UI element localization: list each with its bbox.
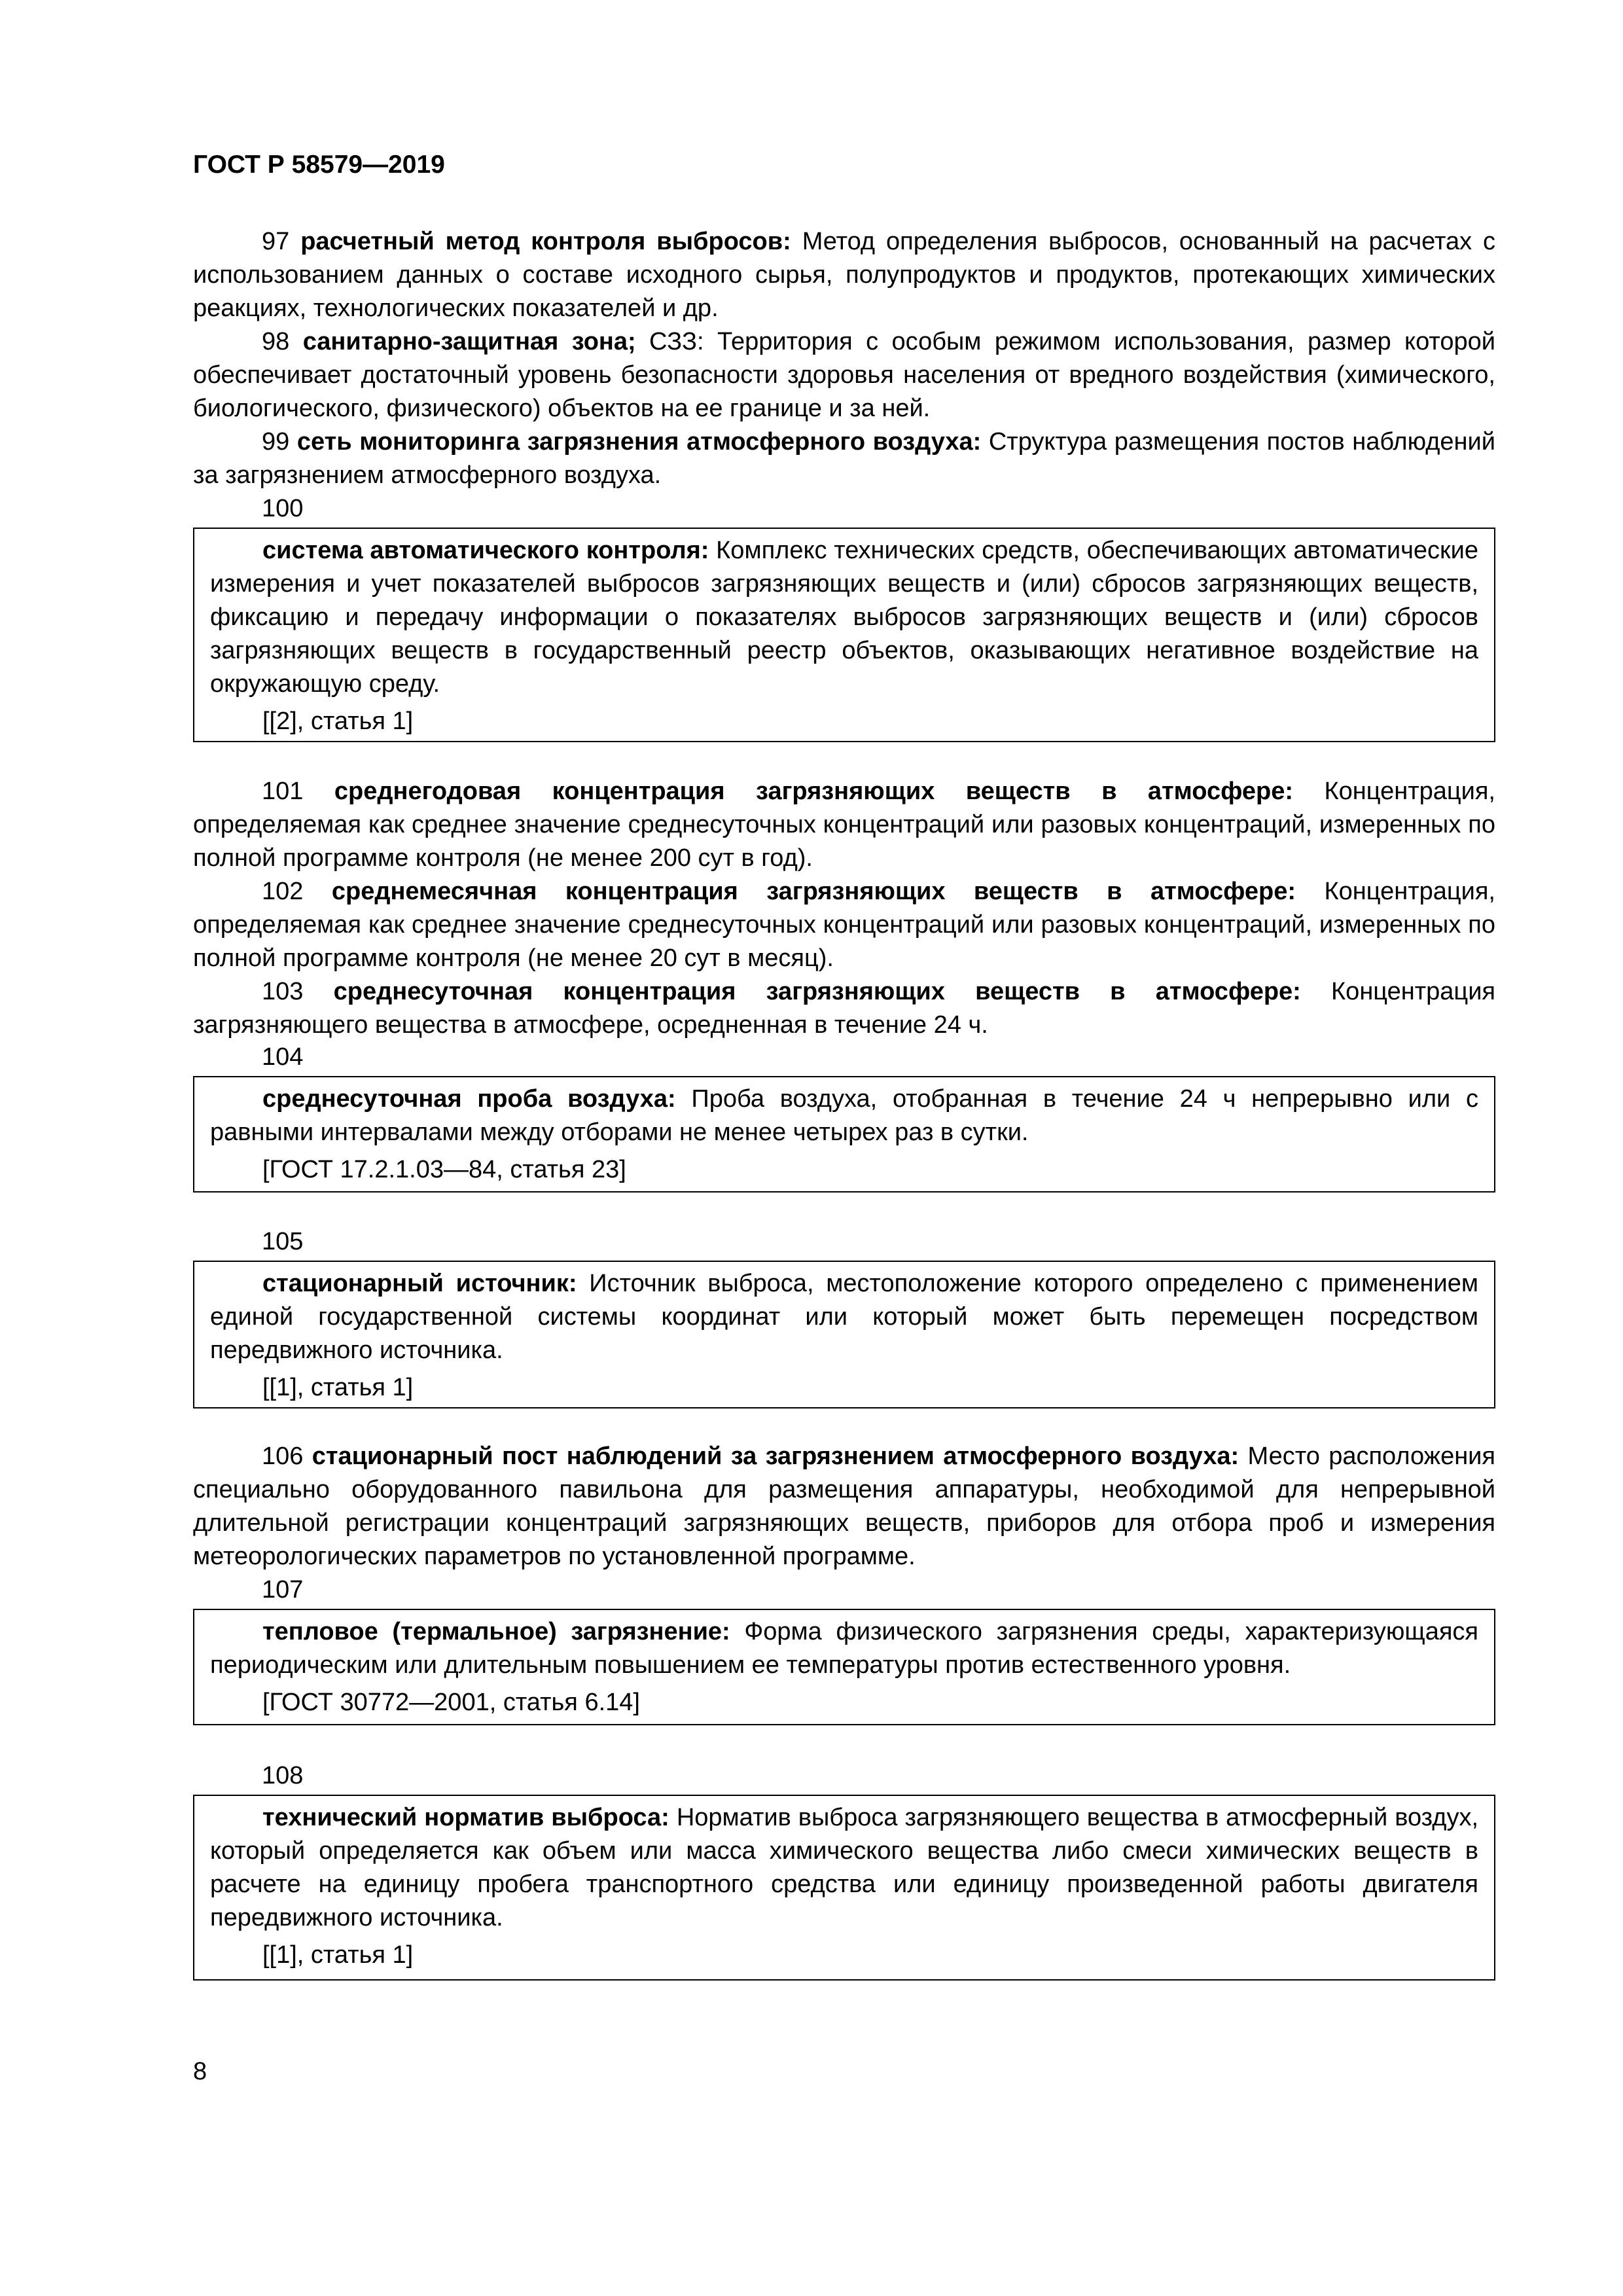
page-number: 8 — [193, 2058, 207, 2085]
entry-107-box — [193, 1609, 1495, 1725]
entry-definition: СЗЗ: Территория с особым режимом использования, размер которой обеспечивает достаточный уровень безопасности здоровья населения от вредного воздействия (химического, биологического, физического) объектов на ее границе и за ней. — [193, 328, 1495, 422]
entry-105-box — [193, 1261, 1495, 1408]
entry-term: санитарно-защитная зона; — [302, 328, 636, 355]
entry-103 — [193, 975, 1495, 1042]
entry-definition: Норматив выброса загрязняющего вещества в атмосферный воздух, который определяется как объем или масса химического вещества либо смеси химических веществ в расчете на единицу пробега транспортного средства или единицу произведенной работы двигателя передвижного источника. — [210, 1804, 1478, 1931]
entry-number: 99 — [262, 428, 290, 456]
entry-source: [ГОСТ 30772—2001, статья 6.14] — [262, 1689, 640, 1716]
entry-number: 100 — [262, 495, 304, 522]
entry-number: 98 — [262, 328, 290, 355]
entry-term: система автоматического контроля: — [262, 537, 709, 564]
entry-number: 97 — [262, 228, 290, 255]
entry-source: [[1], статья 1] — [262, 1941, 414, 1969]
entry-term: среднемесячная концентрация загрязняющих веществ в атмосфере: — [331, 878, 1296, 905]
entry-106 — [193, 1440, 1495, 1573]
entry-definition: Структура размещения постов наблюдений за загрязнением атмосферного воздуха. — [193, 428, 1495, 489]
entry-101 — [193, 775, 1495, 875]
entry-98 — [193, 325, 1495, 425]
entry-definition: Метод определения выбросов, основанный на расчетах с использованием данных о составе исходного сырья, полупродуктов и продуктов, протекающих химических реакциях, технологических показателей и др. — [193, 228, 1496, 322]
entry-definition: Комплекс технических средств, обеспечивающих автоматические измерения и учет показателей выбросов загрязняющих веществ и (или) сбросов загрязняющих веществ, фиксацию и передачу информации о показателях выбросов загрязняющих веществ и (или) сбросов загрязняющих веществ в государственный реестр объектов, оказывающих негативное воздействие на окружающую среду. — [210, 537, 1478, 698]
entry-number: 102 — [262, 878, 304, 905]
entry-term: среднегодовая концентрация загрязняющих веществ в атмосфере: — [334, 778, 1293, 805]
entry-term: стационарный пост наблюдений за загрязнением атмосферного воздуха: — [312, 1443, 1240, 1470]
entry-102 — [193, 875, 1495, 975]
entry-source: [ГОСТ 17.2.1.03—84, статья 23] — [262, 1156, 626, 1183]
entry-number: 108 — [262, 1762, 304, 1789]
entry-number: 105 — [262, 1228, 304, 1255]
entry-term: технический норматив выброса: — [262, 1804, 669, 1831]
entry-term: стационарный источник: — [262, 1270, 577, 1297]
entry-definition: Проба воздуха, отобранная в течение 24 ч непрерывно или с равными интервалами между отборами не менее четырех раз в сутки. — [210, 1085, 1478, 1146]
entry-definition: Концентрация, определяемая как среднее значение среднесуточных концентраций или разовых концентраций, измеренных по полной программе контроля (не менее 20 сут в месяц). — [193, 878, 1495, 972]
entry-number: 104 — [262, 1043, 304, 1071]
entry-definition: Форма физического загрязнения среды, характеризующаяся периодическим или длительным повышением ее температуры против естественного уровня. — [210, 1618, 1478, 1679]
document-header: ГОСТ Р 58579—2019 — [193, 151, 445, 179]
entry-100-box — [193, 528, 1495, 742]
entry-number: 106 — [262, 1443, 304, 1470]
entry-term: среднесуточная концентрация загрязняющих веществ в атмосфере: — [333, 978, 1301, 1005]
entry-number: 101 — [262, 778, 304, 805]
entry-99 — [193, 425, 1495, 492]
entry-definition: Источник выброса, местоположение которого определено с применением единой государственной системы координат или который может быть перемещен посредством передвижного источника. — [210, 1270, 1478, 1364]
entry-source: [[1], статья 1] — [262, 1374, 414, 1401]
entry-term: тепловое (термальное) загрязнение: — [262, 1618, 730, 1645]
entry-104-box — [193, 1076, 1495, 1193]
entry-term: сеть мониторинга загрязнения атмосферного воздуха: — [296, 428, 982, 456]
entry-definition: Место расположения специально оборудованного павильона для размещения аппаратуры, необходимой для непрерывной длительной регистрации концентраций загрязняющих веществ, приборов для отбора проб и измерения метеорологических параметров по установленной программе. — [193, 1443, 1495, 1570]
entry-definition: Концентрация, определяемая как среднее значение среднесуточных концентраций или разовых концентраций, измеренных по полной программе контроля (не менее 200 сут в год). — [193, 778, 1495, 872]
entry-term: среднесуточная проба воздуха: — [262, 1085, 676, 1113]
entry-108-box — [193, 1795, 1495, 1981]
entry-term: расчетный метод контроля выбросов: — [300, 228, 791, 255]
entry-number: 107 — [262, 1576, 304, 1604]
entry-source: [[2], статья 1] — [262, 708, 414, 735]
entry-definition: Концентрация загрязняющего вещества в атмосфере, осредненная в течение 24 ч. — [193, 978, 1496, 1039]
entry-number: 103 — [262, 978, 304, 1005]
entry-97 — [193, 225, 1495, 325]
